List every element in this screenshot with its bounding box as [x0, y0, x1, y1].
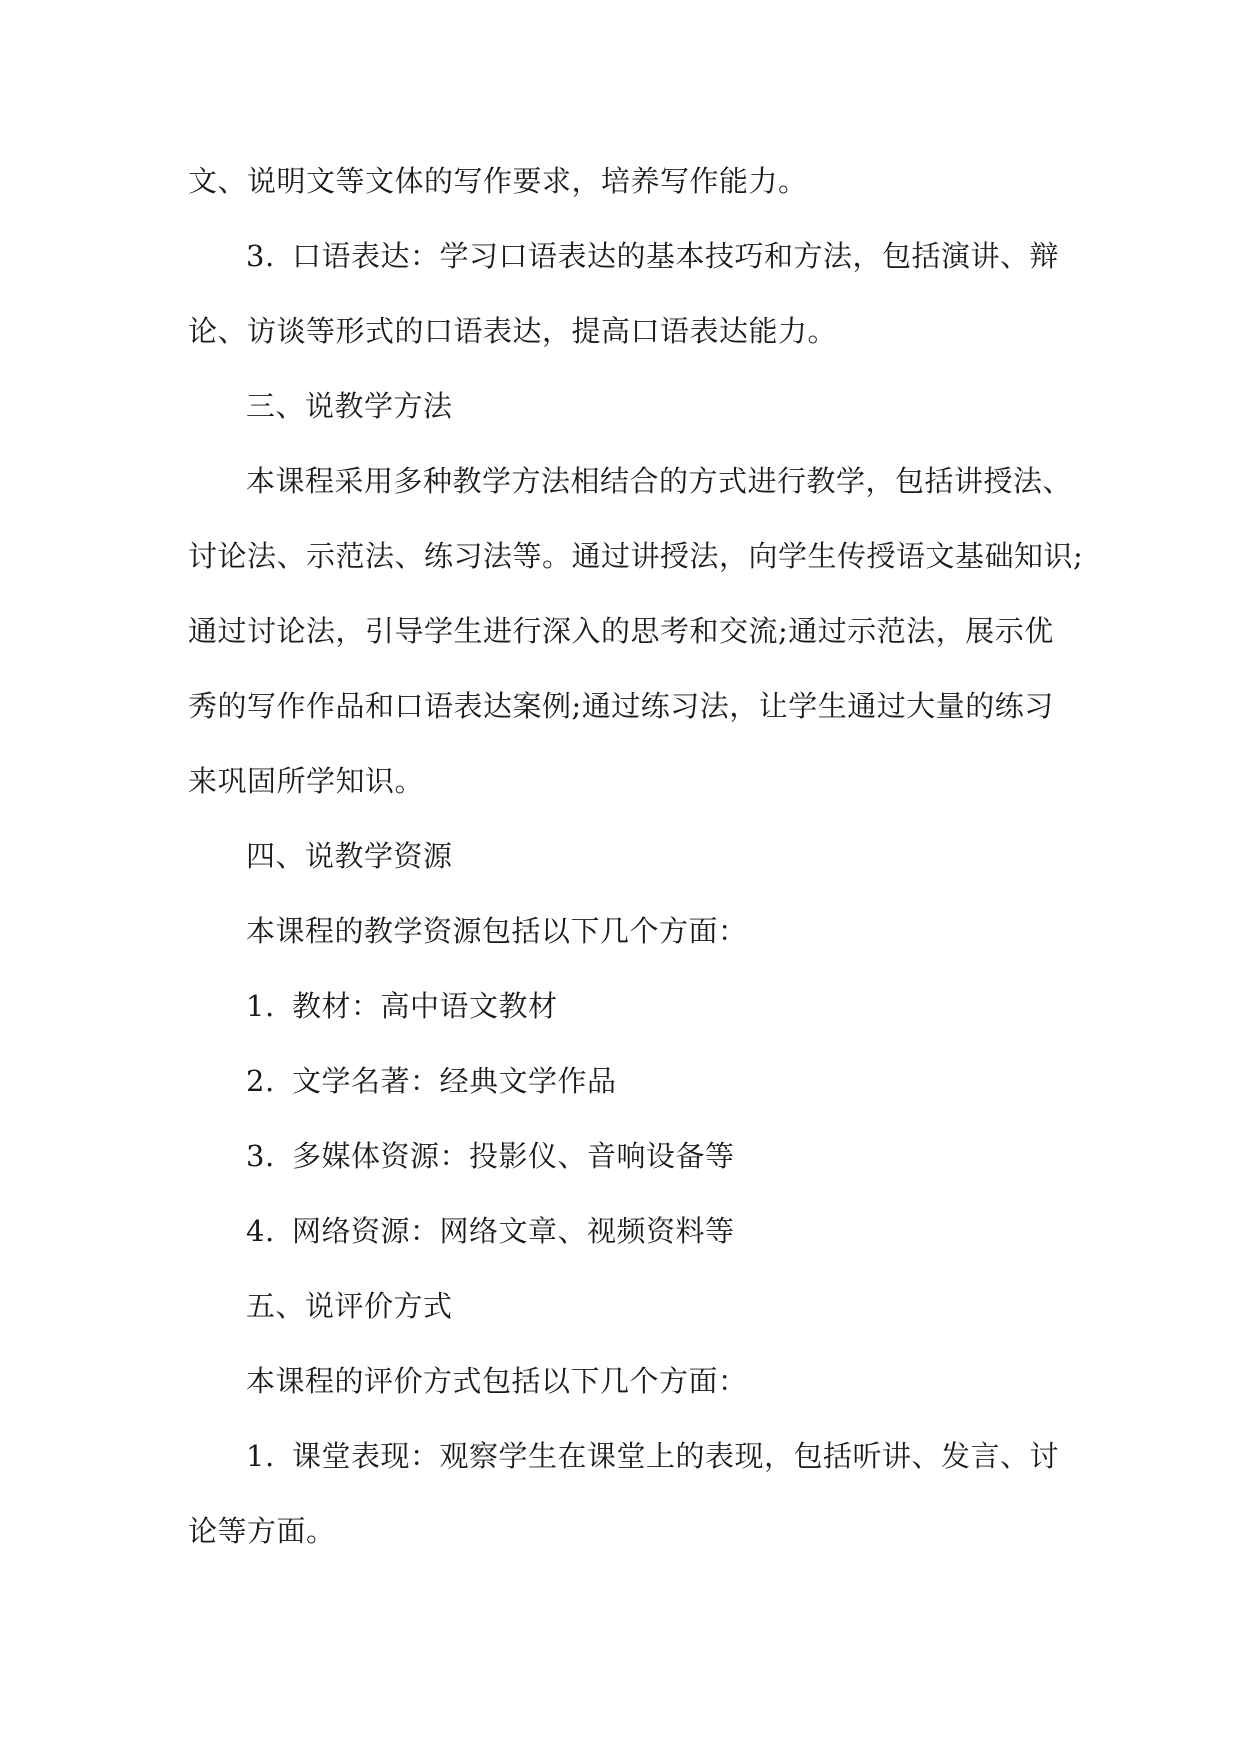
list-item-text: 口语表达：学习口语表达的基本技巧和方法，包括演讲、辩 — [292, 239, 1060, 273]
list-item-online-resources — [188, 1194, 1068, 1269]
list-number: 3. — [246, 239, 275, 273]
section-heading-teaching-resources: 四、说教学资源 — [246, 839, 453, 873]
paragraph-line: 本课程的教学资源包括以下几个方面： — [246, 914, 748, 948]
paragraph-line: 论等方面。 — [188, 1514, 336, 1548]
list-item-textbook — [188, 969, 1068, 1044]
paragraph-line: 通过讨论法，引导学生进行深入的思考和交流;通过示范法，展示优 — [188, 614, 1054, 648]
paragraph-line: 论、访谈等形式的口语表达，提高口语表达能力。 — [188, 314, 838, 348]
list-item-classics — [188, 1044, 1068, 1119]
list-number: 1. — [246, 1439, 275, 1473]
paragraph-line: 文、说明文等文体的写作要求，培养写作能力。 — [188, 164, 808, 198]
list-number: 3. — [246, 1139, 275, 1173]
list-item-text: 教材：高中语文教材 — [292, 989, 558, 1023]
list-number: 1. — [246, 989, 275, 1023]
list-item-multimedia — [188, 1119, 1068, 1194]
document-body — [188, 144, 1084, 1569]
list-number: 4. — [246, 1214, 275, 1248]
paragraph-line: 讨论法、示范法、练习法等。通过讲授法，向学生传授语文基础知识; — [188, 539, 1084, 573]
paragraph-line: 本课程的评价方式包括以下几个方面： — [246, 1364, 748, 1398]
section-heading-evaluation: 五、说评价方式 — [246, 1289, 453, 1323]
paragraph-line: 本课程采用多种教学方法相结合的方式进行教学，包括讲授法、 — [246, 464, 1073, 498]
list-item-text: 网络资源：网络文章、视频资料等 — [292, 1214, 735, 1248]
list-number: 2. — [246, 1064, 275, 1098]
list-item-classroom-performance — [188, 1419, 1068, 1494]
paragraph-line: 秀的写作作品和口语表达案例;通过练习法，让学生通过大量的练习 — [188, 689, 1054, 723]
list-item-text: 文学名著：经典文学作品 — [292, 1064, 617, 1098]
list-item-oral-expression — [188, 219, 1068, 294]
list-item-text: 多媒体资源：投影仪、音响设备等 — [292, 1139, 735, 1173]
section-heading-teaching-methods: 三、说教学方法 — [246, 389, 453, 423]
paragraph-line: 来巩固所学知识。 — [188, 764, 425, 798]
list-item-text: 课堂表现：观察学生在课堂上的表现，包括听讲、发言、讨 — [292, 1439, 1060, 1473]
